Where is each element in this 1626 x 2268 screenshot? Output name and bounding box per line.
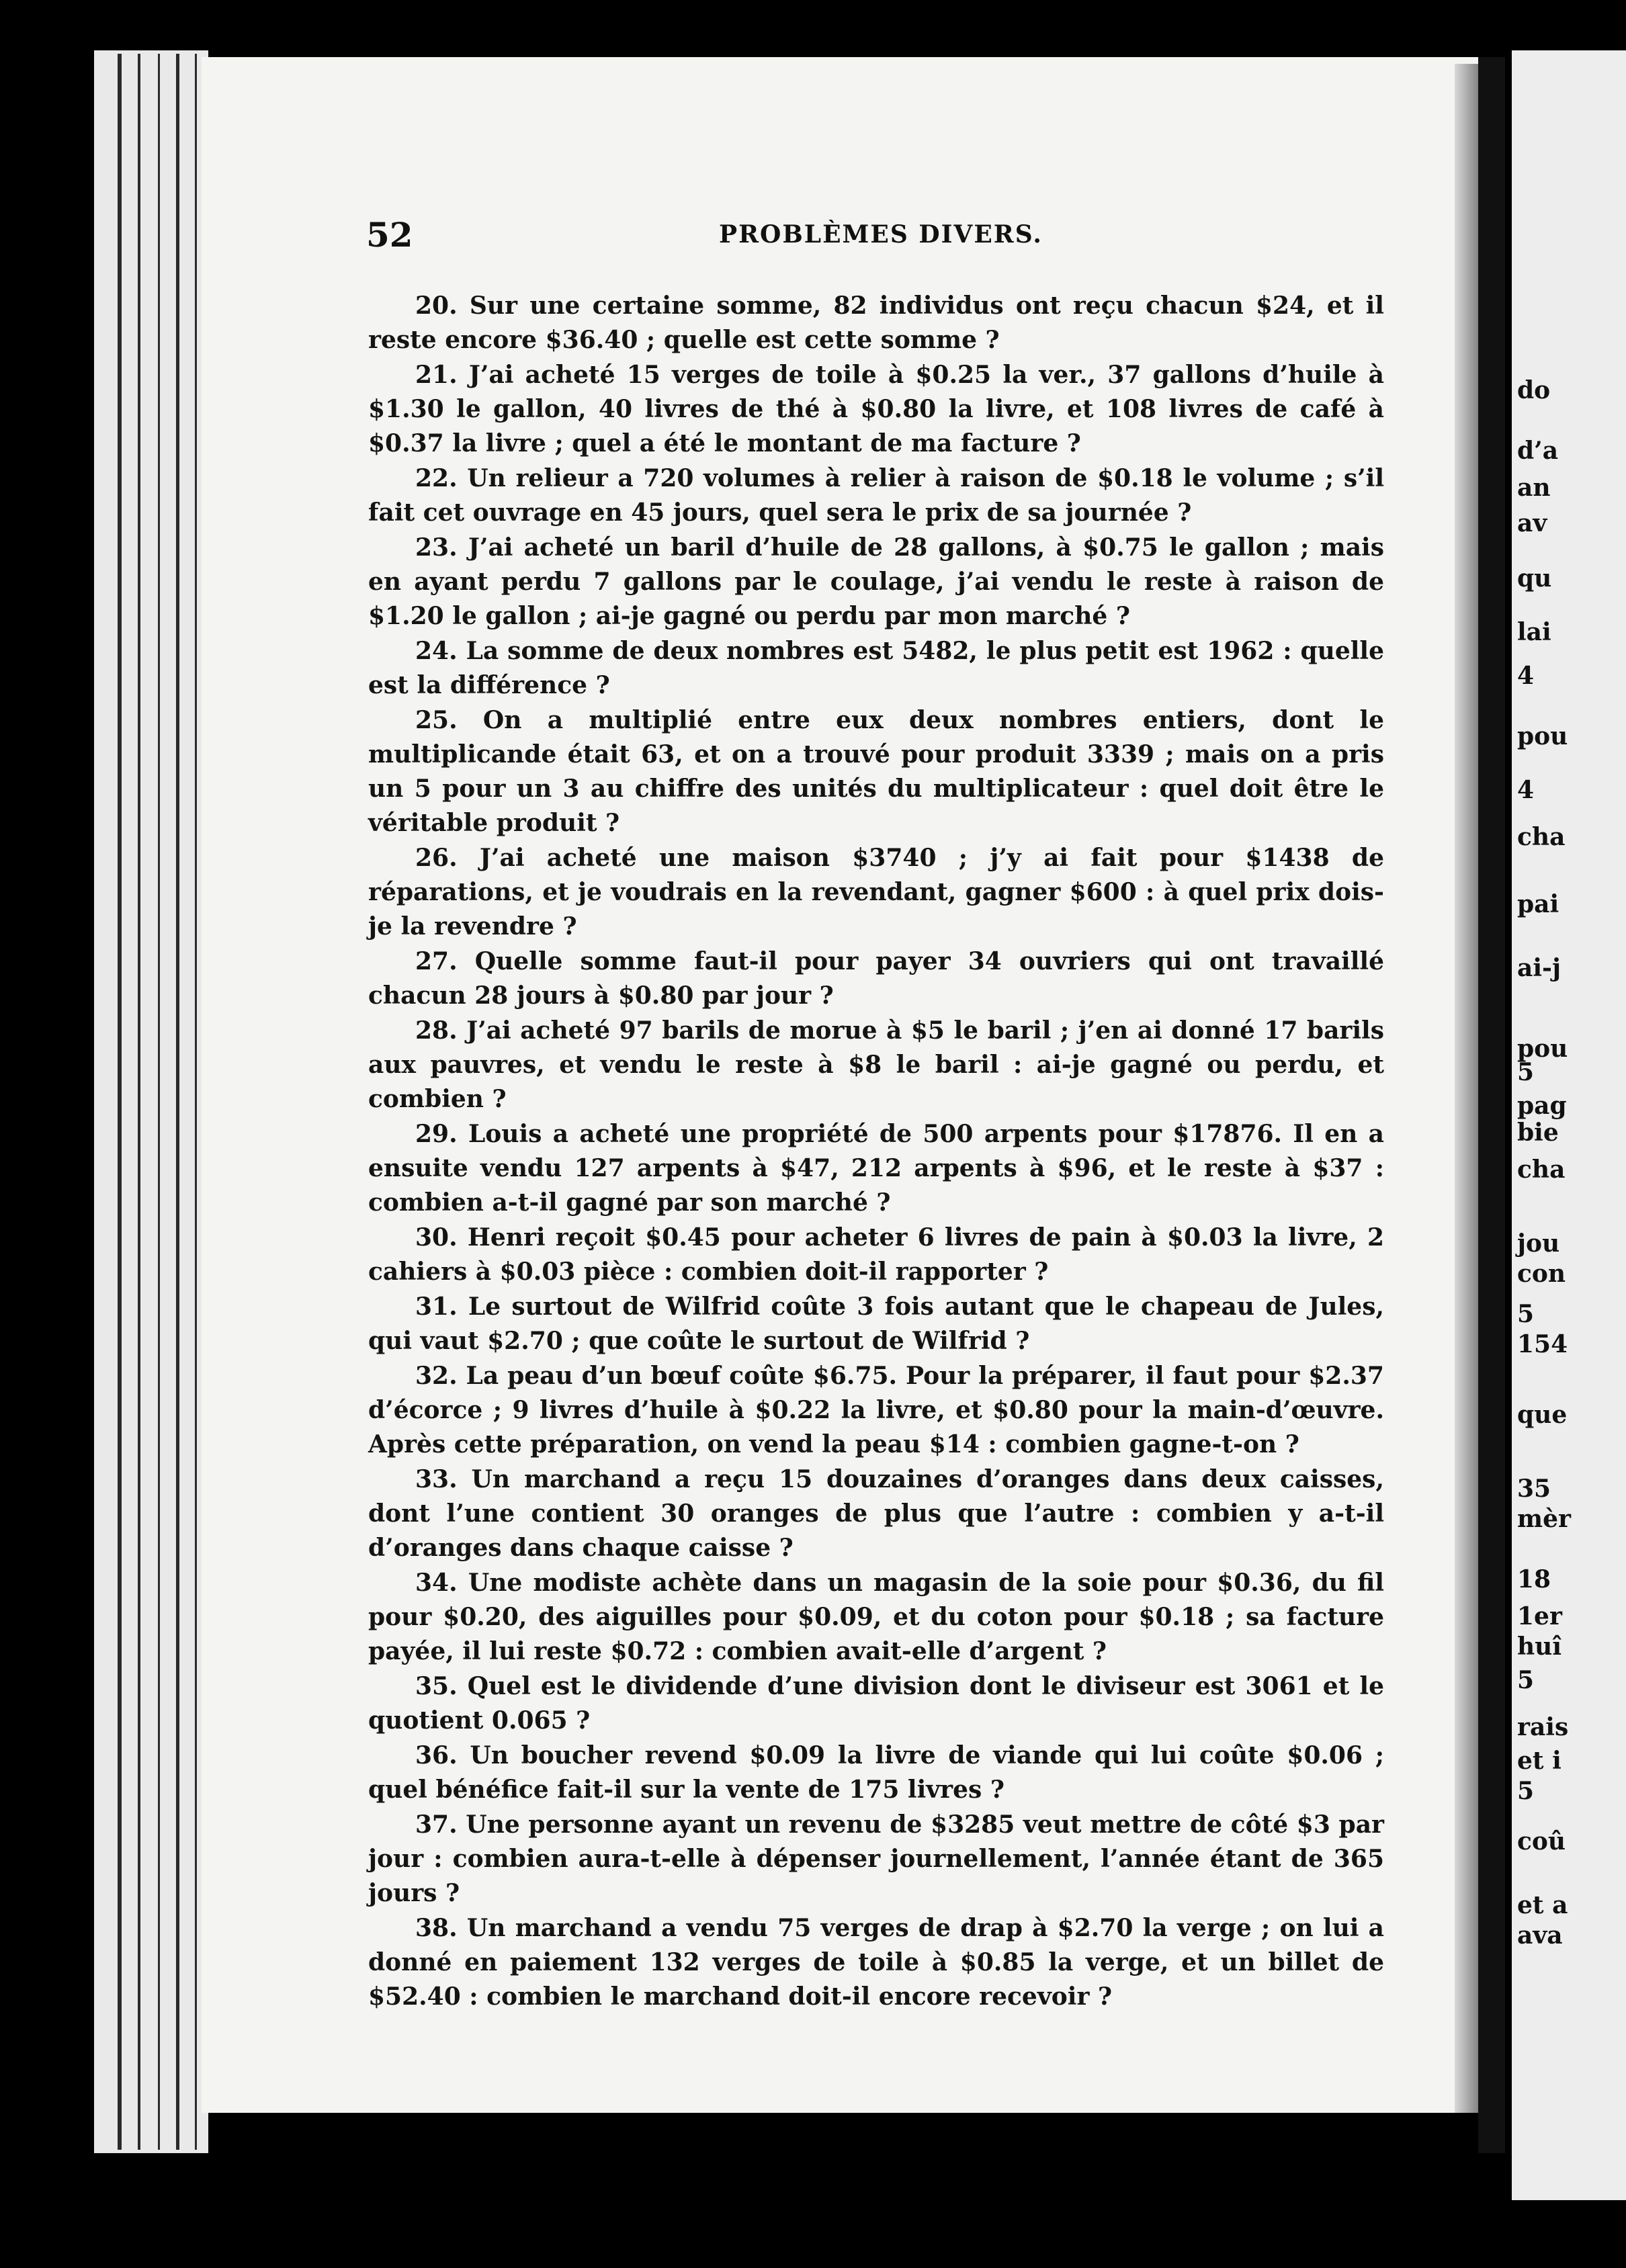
problem-item [368,1566,1384,1669]
facing-page-fragment: qu [1517,564,1552,593]
facing-page-fragment: 18 [1517,1565,1551,1594]
problem-text: Le surtout de Wilfrid coûte 3 fois autant que le chapeau de Jules, qui vaut $2.70 ; que coûte le surtout de Wilfrid ? [368,1293,1384,1355]
facing-page-fragment: lai [1517,618,1551,646]
problem-number: 25. [415,706,458,734]
page-stack-line [176,54,179,2150]
problem-item [368,462,1384,530]
facing-page-fragment: pou [1517,1035,1568,1063]
facing-page-fragment: et i [1517,1747,1561,1775]
problem-item [368,703,1384,840]
facing-page-fragment: do [1517,376,1551,404]
problem-list [368,289,1384,2015]
facing-page-fragment: 5 [1517,1666,1535,1694]
facing-page-fragment: 5 [1517,1058,1535,1086]
problem-item [368,1221,1384,1289]
problem-number: 31. [415,1293,458,1321]
running-head [366,215,1387,255]
problem-number: 32. [415,1362,458,1390]
facing-page-fragment: et a [1517,1891,1568,1919]
problem-item [368,1117,1384,1220]
facing-page-fragment: av [1517,509,1547,537]
problem-item [368,358,1384,461]
problem-number: 27. [415,947,458,975]
problem-item [368,289,1384,357]
problem-number: 36. [415,1741,458,1770]
problem-item [368,1911,1384,2014]
problem-number: 22. [415,464,458,492]
facing-page-fragment: ai-j [1517,954,1561,982]
problem-item [368,634,1384,703]
problem-text: J’ai acheté un baril d’huile de 28 gallons, à $0.75 le gallon ; mais en ayant perdu 7 gallons par le coulage, j’ai vendu le reste à raison de $1.20 le gallon ; ai-je gagné ou perdu par mon marché ? [368,533,1384,630]
problem-item [368,1669,1384,1738]
problem-text: J’ai acheté 97 barils de morue à $5 le baril ; j’en ai donné 17 barils aux pauvres, et vendu le reste à $8 le baril : ai-je gagné ou perdu, et combien ? [368,1016,1384,1113]
problem-number: 38. [415,1914,458,1942]
problem-item [368,531,1384,634]
facing-page-fragment: con [1517,1260,1566,1288]
problem-number: 20. [415,292,458,320]
facing-page-fragment: jou [1517,1229,1560,1258]
problem-item [368,945,1384,1013]
problem-number: 37. [415,1811,458,1839]
problem-number: 23. [415,533,458,562]
problem-text: Une modiste achète dans un magasin de la soie pour $0.36, du fil pour $0.20, des aiguilles pour $0.09, et du coton pour $0.18 ; sa facture payée, il lui reste $0.72 : combien avait-elle d’argent ? [368,1569,1384,1665]
problem-item [368,1290,1384,1358]
page-stack-line [118,54,122,2150]
facing-page-fragment: 4 [1517,662,1535,690]
facing-page-fragment: 5 [1517,1300,1535,1328]
facing-page-fragment: 4 [1517,776,1535,804]
problem-item [368,1014,1384,1117]
problem-number: 29. [415,1120,458,1148]
facing-page-fragment: 154 [1517,1330,1568,1358]
problem-text: Un marchand a vendu 75 verges de drap à $2.70 la verge ; on lui a donné en paiement 132 verges de toile à $0.85 la verge, et un billet de $52.40 : combien le marchand doit-il encore recevoir ? [368,1914,1384,2011]
problem-text: J’ai acheté une maison $3740 ; j’y ai fait pour $1438 de réparations, et je voudrais en la revendant, gagner $600 : à quel prix dois-je la revendre ? [368,844,1384,941]
problem-number: 24. [415,637,458,665]
problem-text: Un relieur a 720 volumes à relier à raison de $0.18 le volume ; s’il fait cet ouvrage en 45 jours, quel sera le prix de sa journée ? [368,464,1384,527]
facing-page-fragment: coû [1517,1827,1566,1856]
problem-item [368,841,1384,944]
facing-page-fragment: pou [1517,722,1568,750]
problem-item [368,1463,1384,1565]
facing-page-fragment: rais [1517,1713,1569,1741]
problem-number: 35. [415,1672,458,1700]
facing-page-fragment: pai [1517,890,1559,918]
facing-page-fragment: mèr [1517,1505,1571,1533]
page-stack-edge [94,50,208,2153]
running-title: PROBLÈMES DIVERS. [719,220,1043,249]
problem-item [368,1808,1384,1911]
problem-text: La somme de deux nombres est 5482, le plus petit est 1962 : quelle est la différence ? [368,637,1384,699]
problem-text: J’ai acheté 15 verges de toile à $0.25 la ver., 37 gallons d’huile à $1.30 le gallon, 40 livres de thé à $0.80 la livre, et 108 livres de café à $0.37 la livre ; quel a été le montant de ma facture ? [368,361,1385,457]
facing-page-fragment: 1er [1517,1602,1562,1630]
facing-page-fragment: cha [1517,823,1566,851]
problem-text: La peau d’un bœuf coûte $6.75. Pour la préparer, il faut pour $2.37 d’écorce ; 9 livres d’huile à $0.22 la livre, et $0.80 pour la main-d’œuvre. Après cette préparation, on vend la peau $14 : combien gagne-t-on ? [368,1362,1384,1458]
problem-number: 34. [415,1569,458,1597]
facing-page-fragment: 5 [1517,1777,1535,1805]
problem-number: 21. [415,361,458,389]
problem-item [368,1739,1384,1807]
page-stack-line [195,54,197,2150]
problem-text: Une personne ayant un revenu de $3285 veut mettre de côté $3 par jour : combien aura-t-elle à dépenser journellement, l’année étant de 365 jours ? [368,1811,1384,1907]
page-stack-line [158,54,160,2150]
problem-text: Quelle somme faut-il pour payer 34 ouvriers qui ont travaillé chacun 28 jours à $0.80 par jour ? [368,947,1384,1010]
problem-number: 33. [415,1465,458,1493]
problem-text: Quel est le dividende d’une division dont le diviseur est 3061 et le quotient 0.065 ? [368,1672,1384,1735]
book-gutter [1478,57,1505,2153]
facing-page-fragment: huî [1517,1632,1562,1661]
problem-text: Un boucher revend $0.09 la livre de viande qui lui coûte $0.06 ; quel bénéfice fait-il sur la vente de 175 livres ? [368,1741,1384,1804]
facing-page-fragment: pag [1517,1092,1567,1120]
problem-text: Sur une certaine somme, 82 individus ont reçu chacun $24, et il reste encore $36.40 ; quelle est cette somme ? [368,292,1384,354]
problem-text: Louis a acheté une propriété de 500 arpents pour $17876. Il en a ensuite vendu 127 arpents à $47, 212 arpents à $96, et le reste à $37 : combien a-t-il gagné par son marché ? [368,1120,1384,1217]
problem-number: 30. [415,1223,458,1252]
facing-page-fragment: que [1517,1401,1568,1429]
problem-number: 26. [415,844,458,872]
facing-page-fragment: 35 [1517,1475,1551,1503]
page-stack-line [138,54,140,2150]
problem-text: Henri reçoit $0.45 pour acheter 6 livres de pain à $0.03 la livre, 2 cahiers à $0.03 pièce : combien doit-il rapporter ? [368,1223,1384,1286]
facing-page-fragment: ava [1517,1921,1563,1950]
facing-page-fragment: an [1517,474,1551,502]
problem-item [368,1359,1384,1462]
problem-text: On a multiplié entre eux deux nombres entiers, dont le multiplicande était 63, et on a trouvé pour produit 3339 ; mais on a pris un 5 pour un 3 au chiffre des unités du multiplicateur : quel doit être le véritable produit ? [368,706,1384,837]
facing-page-fragment: d’a [1517,437,1559,465]
page-number: 52 [366,215,413,255]
problem-number: 28. [415,1016,458,1045]
problem-text: Un marchand a reçu 15 douzaines d’oranges dans deux caisses, dont l’une contient 30 oranges de plus que l’autre : combien y a-t-il d’oranges dans chaque caisse ? [368,1465,1384,1562]
facing-page-fragment: cha [1517,1155,1566,1184]
facing-page-fragment: bie [1517,1119,1559,1147]
